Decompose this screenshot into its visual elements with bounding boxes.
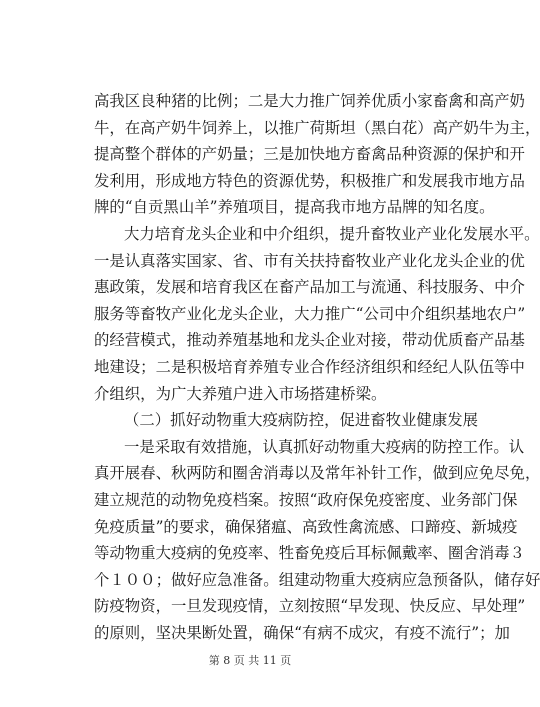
- page-number-footer: 第 8 页 共 11 页: [208, 654, 292, 667]
- body-text: [94, 88, 540, 646]
- text-line: 免疫质量”的要求，确保猪瘟、高致性禽流感、口蹄疫、新城疫: [94, 517, 518, 536]
- text-line: 介组织，为广大养殖户进入市场搭建桥梁。: [94, 384, 387, 403]
- text-line: 的原则，坚决果断处置，确保“有病不成灾，有疫不流行”；加: [94, 623, 510, 642]
- text-line: 真开展春、秋两防和圈舍消毒以及常年补针工作，做到应免尽免，: [94, 464, 540, 483]
- text-line: 的经营模式，推动养殖基地和龙头企业对接，带动优质畜产品基: [94, 331, 525, 350]
- text-line: 服务等畜牧产业化龙头企业，大力推广“公司中介组织基地农户”: [94, 304, 526, 323]
- text-line: 一是采取有效措施，认真抓好动物重大疫病的防控工作。认: [124, 437, 525, 456]
- text-line: 牌的“自贡黑山羊”养殖项目，提高我市地方品牌的知名度。: [94, 198, 495, 217]
- text-line: 建立规范的动物免疫档案。按照“政府保免疫密度、业务部门保: [94, 490, 518, 509]
- text-line: 提高整个群体的产奶量；三是加快地方畜禽品种资源的保护和开: [94, 145, 525, 164]
- text-line: 防疫物资，一旦发现疫情，立刻按照“早发现、快反应、早处理”: [94, 597, 526, 616]
- text-line: 牛，在高产奶牛饲养上，以推广荷斯坦（黑白花）高产奶牛为主，: [94, 118, 540, 137]
- text-line: 高我区良种猪的比例；二是大力推广饲养优质小家畜禽和高产奶: [94, 92, 525, 110]
- text-line: 发利用，形成地方特色的资源优势，积极推广和发展我市地方品: [94, 171, 525, 190]
- text-line: 等动物重大疫病的免疫率、牲畜免疫后耳标佩戴率、圈舍消毒３: [94, 544, 525, 563]
- text-line: 个１００；做好应急准备。组建动物重大疫病应急预备队，储存好: [94, 570, 540, 589]
- text-line: 地建设；二是积极培育养殖专业合作经济组织和经纪人队伍等中: [94, 357, 525, 376]
- section-heading: （二）抓好动物重大疫病防控，促进畜牧业健康发展: [124, 411, 478, 430]
- text-line: 惠政策，发展和培育我区在畜产品加工与流通、科技服务、中介: [94, 278, 525, 297]
- text-line: 一是认真落实国家、省、市有关扶持畜牧业产业化龙头企业的优: [94, 251, 525, 270]
- text-line: 大力培育龙头企业和中介组织，提升畜牧业产业化发展水平。: [124, 224, 540, 243]
